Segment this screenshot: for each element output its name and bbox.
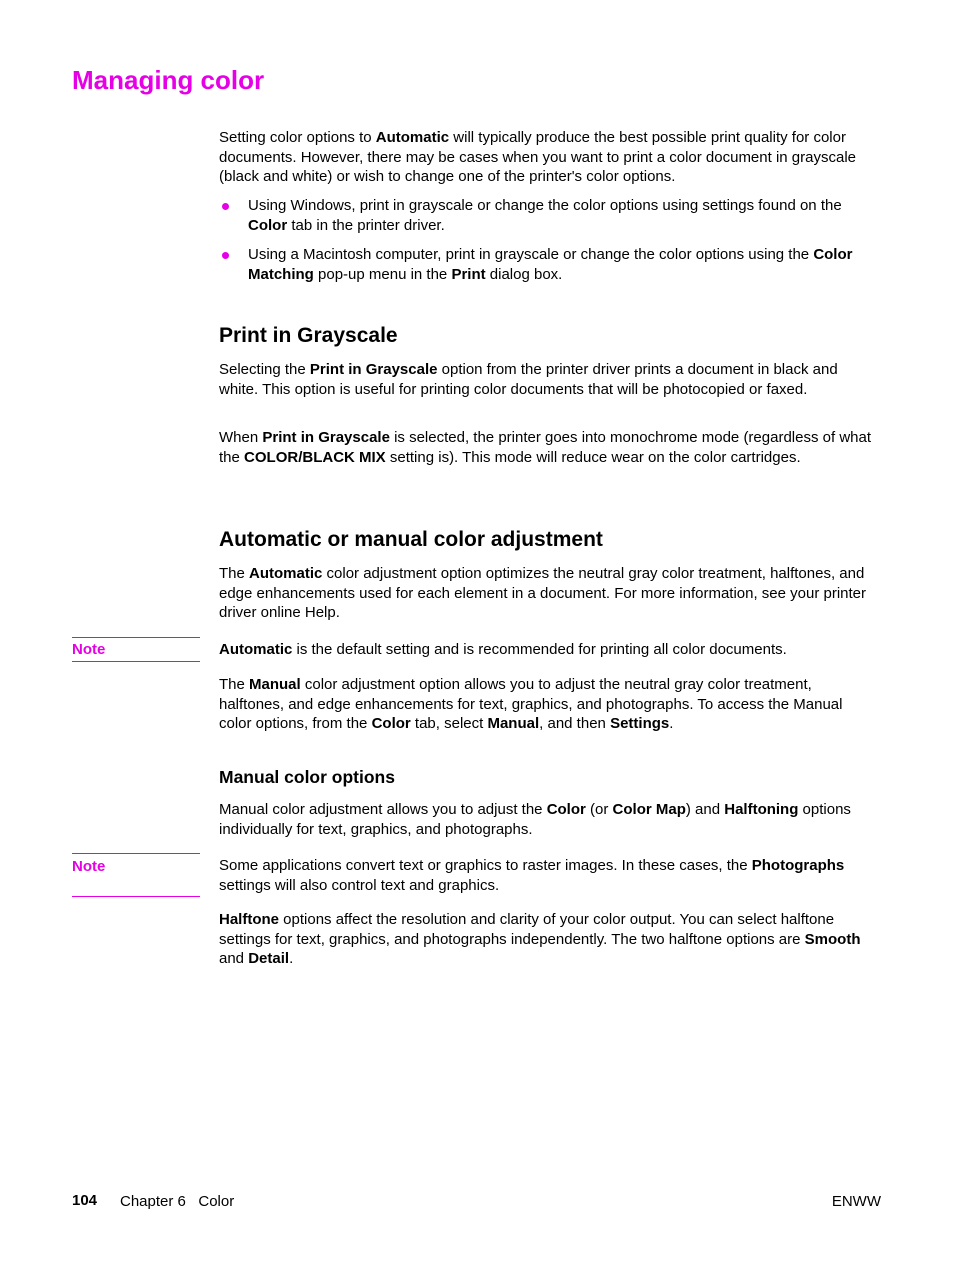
footer-right: ENWW bbox=[831, 1193, 881, 1210]
adjustment-paragraph-1: The Automatic color adjustment option optimizes the neutral gray color treatment, halftones, and edge enhancements used for each element in a document. For more information, see your printer driver online Help. bbox=[219, 565, 867, 622]
note-text-raster: Some applications convert text or graphics to raster images. In these cases, the Photographs settings will also control text and graphics. bbox=[219, 857, 845, 894]
heading-manual-color-options: Manual color options bbox=[219, 767, 395, 787]
heading-color-adjustment: Automatic or manual color adjustment bbox=[219, 528, 603, 551]
note-text-automatic: Automatic is the default setting and is recommended for printing all color documents. bbox=[219, 641, 787, 658]
page-number: 104 bbox=[72, 1192, 98, 1209]
grayscale-paragraph-2: When Print in Grayscale is selected, the printer goes into monochrome mode (regardless of what the COLOR/BLACK MIX setting is). This mode will reduce wear on the color cartridges. bbox=[219, 429, 871, 466]
note-rule-bottom bbox=[72, 896, 200, 897]
note-label: Note bbox=[72, 858, 106, 875]
note-rule-bottom bbox=[72, 661, 200, 662]
page-title: Managing color bbox=[72, 65, 265, 95]
note-rule-top bbox=[72, 637, 200, 638]
adjustment-paragraph-2: The Manual color adjustment option allows you to adjust the neutral gray color treatment, halftones, and edge enhancements for text, graphics, and photographs. To access the Manual color options, from the Color tab, select Manual, and then Settings. bbox=[219, 676, 843, 733]
note-rule-top bbox=[72, 853, 200, 854]
manual-paragraph-1: Manual color adjustment allows you to adjust the Color (or Color Map) and Halftoning options individually for text, graphics, and photographs. bbox=[219, 801, 851, 838]
note-label: Note bbox=[72, 641, 106, 658]
manual-paragraph-2: Halftone options affect the resolution and clarity of your color output. You can select halftone settings for text, graphics, and photographs independently. The two halftone options are Smooth and Detail. bbox=[219, 911, 861, 968]
bullet-icon bbox=[222, 203, 229, 210]
heading-print-in-grayscale: Print in Grayscale bbox=[219, 324, 398, 347]
intro-paragraph: Setting color options to Automatic will typically produce the best possible print quality for color documents. However, there may be cases when you want to print a color document in grayscale (black and white) or wish to change one of the printer's color options. bbox=[219, 129, 856, 186]
bullet-icon bbox=[222, 252, 229, 259]
footer-chapter: Chapter 6 Color bbox=[120, 1193, 235, 1210]
grayscale-paragraph-1: Selecting the Print in Grayscale option from the printer driver prints a document in black and white. This option is useful for printing color documents that will be photocopied or faxed. bbox=[219, 361, 838, 398]
